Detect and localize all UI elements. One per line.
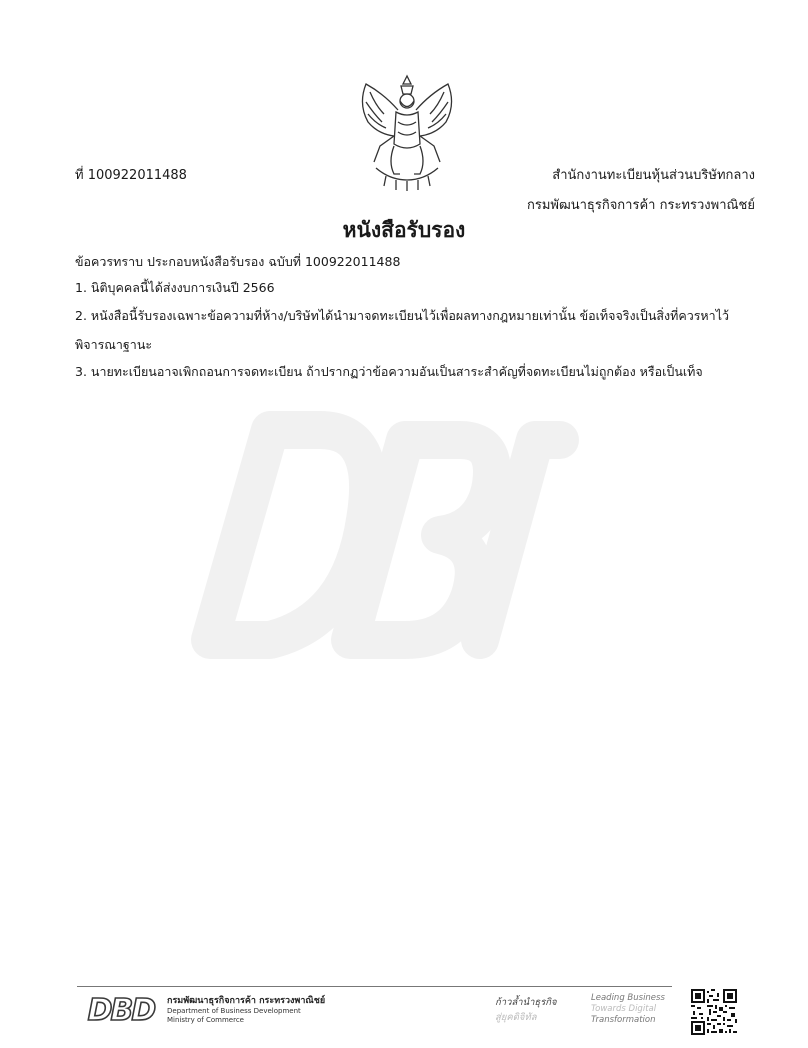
- department-name: กรมพัฒนาธุรกิจการค้า กระทรวงพาณิชย์: [526, 198, 755, 213]
- notice-item-1: 1. นิติบุคคลนี้ได้ส่งงบการเงินปี 2566: [75, 280, 275, 295]
- org-name-english: Department of Business Development: [167, 1007, 301, 1015]
- slogan-english-line3: Transformation: [591, 1015, 656, 1025]
- footer-divider: [77, 986, 672, 987]
- slogan-thai-line2: สู่ยุคดิจิทัล: [495, 1012, 537, 1023]
- dbd-logo-text: DBD: [87, 993, 155, 1025]
- qr-code-icon: [691, 989, 737, 1035]
- slogan-thai-line1: ก้าวล้ำนำธุรกิจ: [495, 997, 557, 1008]
- garuda-emblem: [354, 70, 460, 192]
- ministry-name-english: Ministry of Commerce: [167, 1016, 244, 1024]
- reference-number: ที่ 100922011488: [75, 168, 187, 183]
- notice-line: ข้อควรทราบ ประกอบหนังสือรับรอง ฉบับที่ 100922011488: [75, 254, 401, 269]
- slogan-english-line2: Towards Digital: [591, 1004, 657, 1014]
- dbd-watermark: [150, 350, 610, 680]
- office-name: สำนักงานทะเบียนหุ้นส่วนบริษัทกลาง: [552, 168, 755, 183]
- notice-item-3: 3. นายทะเบียนอาจเพิกถอนการจดทะเบียน ถ้าปรากฏว่าข้อความอันเป็นสาระสำคัญที่จดทะเบียนไม่ถูกต้อง หรือเป็นเท็จ: [75, 364, 703, 379]
- notice-item-2-continued: พิจารณาฐานะ: [75, 337, 153, 352]
- document-title: หนังสือรับรอง: [342, 218, 466, 242]
- org-name-thai: กรมพัฒนาธุรกิจการค้า กระทรวงพาณิชย์: [167, 996, 326, 1006]
- slogan-english-line1: Leading Business: [591, 993, 665, 1003]
- notice-item-2: 2. หนังสือนี้รับรองเฉพาะข้อความที่ห้าง/บริษัทได้นำมาจดทะเบียนไว้เพื่อผลทางกฎหมายเท่านั้น ข้อเท็จจริงเป็นสิ่งที่ควรหาไว้: [75, 308, 729, 323]
- dbd-logo: [82, 993, 160, 1025]
